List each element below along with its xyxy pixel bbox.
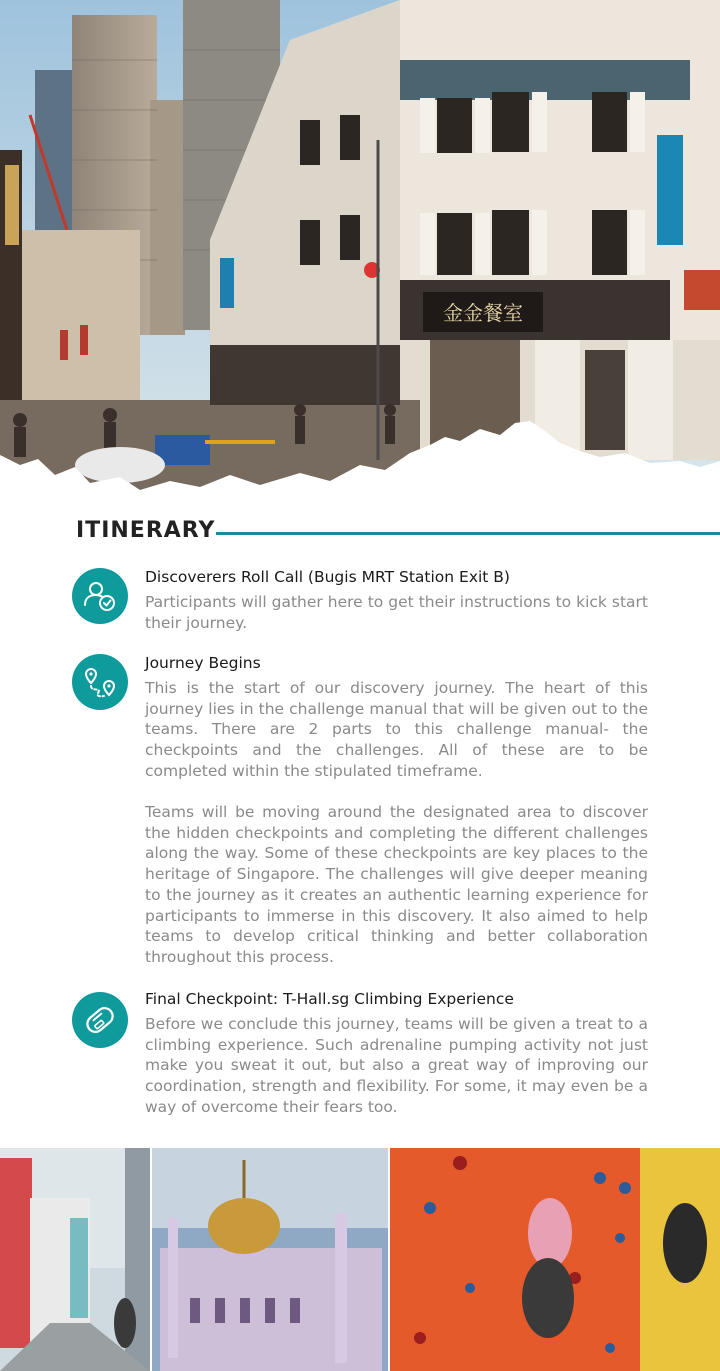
climbing-wall-photo xyxy=(390,1148,720,1371)
item-title: Journey Begins xyxy=(145,654,261,672)
itinerary-section xyxy=(0,500,720,1140)
torn-paper-edge xyxy=(0,415,720,505)
item-description: This is the start of our discovery journey. The heart of this journey lies in the challenge manual that will be given out to the teams. There are 2 parts to this challenge manual- the checkpoints and the challenges. All of these are to be completed within the stipulated timeframe. xyxy=(145,679,648,780)
item-description: Participants will gather here to get their instructions to kick start their journey. xyxy=(145,593,648,632)
item-title: Final Checkpoint: T-Hall.sg Climbing Experience xyxy=(145,990,514,1008)
alley-photo xyxy=(0,1148,150,1371)
user-check-icon xyxy=(72,568,128,624)
route-pins-icon xyxy=(72,654,128,710)
svg-text:金金餐室: 金金餐室 xyxy=(443,301,523,325)
section-heading: ITINERARY xyxy=(76,518,216,543)
item-title: Discoverers Roll Call (Bugis MRT Station Exit B) xyxy=(145,568,510,586)
carabiner-icon xyxy=(72,992,128,1048)
mosque-photo xyxy=(152,1148,388,1371)
item-description: Teams will be moving around the designated area to discover the hidden checkpoints and completing the different challenges along the way. Some of these checkpoints are key places to the heritage of Singapore. The challenges will give deeper meaning to the journey as it creates an authentic learning experience for participants to immerse in this discovery. It also aimed to help teams to develop critical thinking and better collaboration throughout this process. xyxy=(145,803,648,966)
heading-divider xyxy=(216,532,720,535)
item-description: Before we conclude this journey, teams will be given a treat to a climbing experience. Such adrenaline pumping activity not just make you sweat it out, but also a great way of improving our coordination, strength and flexibility. For some, it may even be a way of overcome their fears too. xyxy=(145,1015,648,1116)
photo-strip xyxy=(0,1148,720,1371)
